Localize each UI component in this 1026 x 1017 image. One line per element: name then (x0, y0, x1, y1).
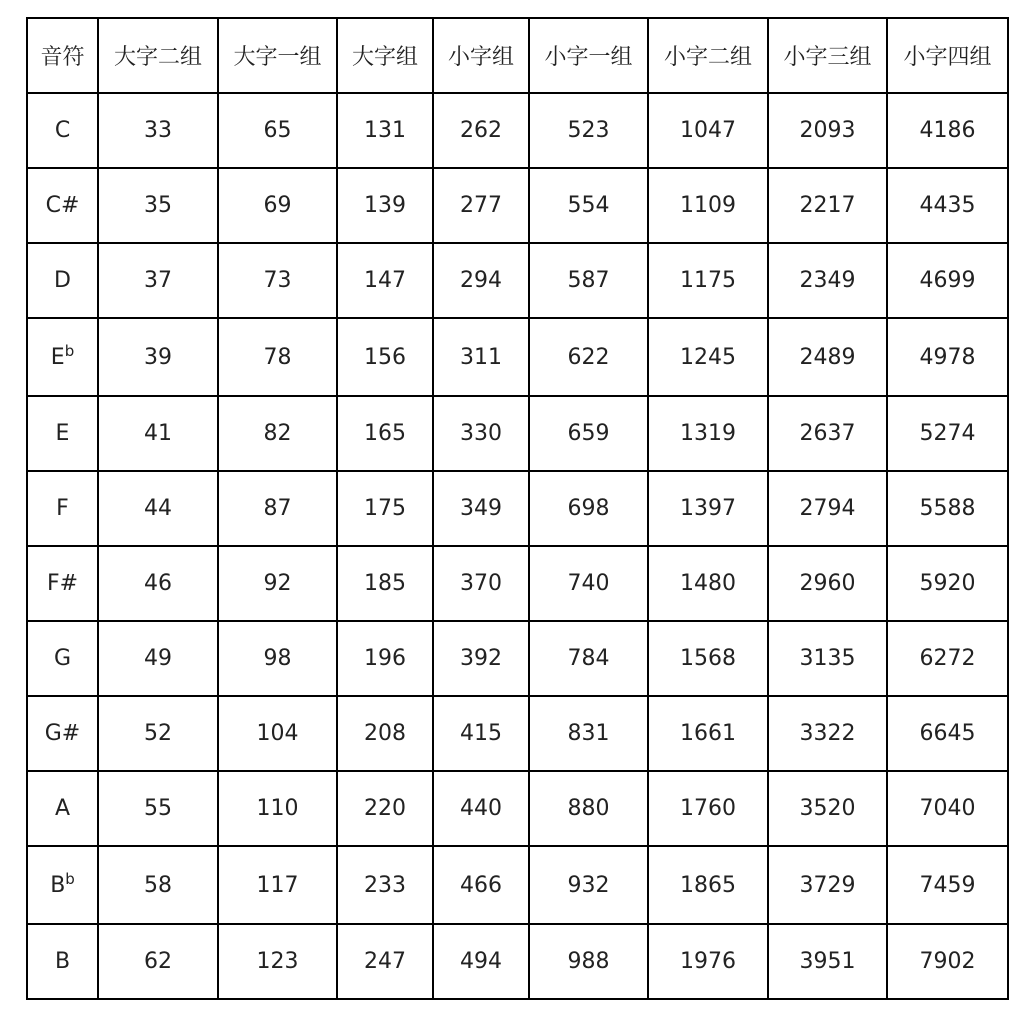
note-name: C# (45, 193, 80, 218)
table-row (27, 93, 1008, 168)
frequency-cell: 37 (98, 243, 218, 318)
frequency-cell: 1976 (648, 924, 768, 999)
frequency-cell: 2217 (768, 168, 887, 243)
frequency-cell: 880 (529, 771, 648, 846)
frequency-cell: 698 (529, 471, 648, 546)
header-cell: 小字二组 (648, 18, 768, 93)
frequency-cell: 33 (98, 93, 218, 168)
frequency-cell: 131 (337, 93, 433, 168)
note-cell (27, 396, 98, 471)
frequency-cell: 7459 (887, 846, 1008, 924)
frequency-cell: 4186 (887, 93, 1008, 168)
frequency-cell: 78 (218, 318, 337, 396)
frequency-cell: 1175 (648, 243, 768, 318)
header-cell: 大字一组 (218, 18, 337, 93)
note-name: B (50, 872, 66, 898)
frequency-cell: 349 (433, 471, 529, 546)
frequency-cell: 82 (218, 396, 337, 471)
table-row (27, 846, 1008, 924)
flat-accidental: b (64, 341, 75, 360)
frequency-cell: 294 (433, 243, 529, 318)
note-name: F# (46, 571, 79, 596)
header-cell: 小字一组 (529, 18, 648, 93)
flat-accidental: b (65, 869, 75, 888)
frequency-cell: 988 (529, 924, 648, 999)
frequency-cell: 415 (433, 696, 529, 771)
frequency-cell: 117 (218, 846, 337, 924)
frequency-cell: 98 (218, 621, 337, 696)
note-cell (27, 243, 98, 318)
frequency-cell: 262 (433, 93, 529, 168)
note-cell (27, 771, 98, 846)
frequency-cell: 220 (337, 771, 433, 846)
frequency-cell: 123 (218, 924, 337, 999)
frequency-cell: 208 (337, 696, 433, 771)
frequency-cell: 1047 (648, 93, 768, 168)
frequency-cell: 92 (218, 546, 337, 621)
table-row (27, 621, 1008, 696)
frequency-cell: 1245 (648, 318, 768, 396)
frequency-cell: 466 (433, 846, 529, 924)
frequency-cell: 392 (433, 621, 529, 696)
table-row (27, 471, 1008, 546)
header-row (27, 18, 1008, 93)
note-name: D (54, 268, 71, 293)
note-cell (27, 546, 98, 621)
frequency-cell: 1661 (648, 696, 768, 771)
frequency-cell: 5274 (887, 396, 1008, 471)
header-cell: 小字三组 (768, 18, 887, 93)
frequency-cell: 110 (218, 771, 337, 846)
frequency-cell: 147 (337, 243, 433, 318)
frequency-cell: 3520 (768, 771, 887, 846)
frequency-cell: 1865 (648, 846, 768, 924)
table-row (27, 243, 1008, 318)
frequency-cell: 139 (337, 168, 433, 243)
table-row (27, 168, 1008, 243)
note-cell (27, 696, 98, 771)
frequency-cell: 49 (98, 621, 218, 696)
frequency-cell: 73 (218, 243, 337, 318)
note-name: E (50, 344, 65, 370)
frequency-cell: 5588 (887, 471, 1008, 546)
table-row (27, 396, 1008, 471)
frequency-cell: 1568 (648, 621, 768, 696)
table-row (27, 546, 1008, 621)
frequency-cell: 2960 (768, 546, 887, 621)
frequency-cell: 1319 (648, 396, 768, 471)
note-frequency-table (26, 17, 1009, 1000)
table-row (27, 771, 1008, 846)
frequency-cell: 370 (433, 546, 529, 621)
frequency-cell: 330 (433, 396, 529, 471)
frequency-cell: 523 (529, 93, 648, 168)
frequency-cell: 6272 (887, 621, 1008, 696)
frequency-cell: 311 (433, 318, 529, 396)
frequency-cell: 185 (337, 546, 433, 621)
note-cell (27, 924, 98, 999)
header-cell: 音符 (27, 18, 98, 93)
frequency-cell: 156 (337, 318, 433, 396)
header-cell: 大字二组 (98, 18, 218, 93)
note-cell (27, 93, 98, 168)
frequency-cell: 46 (98, 546, 218, 621)
frequency-cell: 1480 (648, 546, 768, 621)
note-cell (27, 168, 98, 243)
frequency-cell: 3729 (768, 846, 887, 924)
frequency-cell: 554 (529, 168, 648, 243)
frequency-cell: 5920 (887, 546, 1008, 621)
frequency-cell: 2489 (768, 318, 887, 396)
note-cell (27, 318, 98, 396)
note-name: G (53, 646, 72, 671)
frequency-cell: 65 (218, 93, 337, 168)
note-name: C (54, 118, 71, 143)
frequency-cell: 4699 (887, 243, 1008, 318)
note-cell (27, 471, 98, 546)
header-cell: 大字组 (337, 18, 433, 93)
frequency-cell: 3322 (768, 696, 887, 771)
frequency-cell: 233 (337, 846, 433, 924)
frequency-cell: 104 (218, 696, 337, 771)
frequency-cell: 87 (218, 471, 337, 546)
frequency-cell: 1397 (648, 471, 768, 546)
frequency-cell: 6645 (887, 696, 1008, 771)
frequency-cell: 587 (529, 243, 648, 318)
frequency-cell: 4978 (887, 318, 1008, 396)
frequency-cell: 740 (529, 546, 648, 621)
note-cell (27, 846, 98, 924)
frequency-cell: 52 (98, 696, 218, 771)
frequency-cell: 39 (98, 318, 218, 396)
frequency-cell: 1760 (648, 771, 768, 846)
frequency-cell: 277 (433, 168, 529, 243)
frequency-cell: 659 (529, 396, 648, 471)
table-row (27, 696, 1008, 771)
frequency-cell: 69 (218, 168, 337, 243)
frequency-cell: 55 (98, 771, 218, 846)
frequency-cell: 622 (529, 318, 648, 396)
frequency-cell: 2794 (768, 471, 887, 546)
note-name: G# (44, 721, 81, 746)
note-cell (27, 621, 98, 696)
frequency-cell: 3135 (768, 621, 887, 696)
frequency-cell: 175 (337, 471, 433, 546)
frequency-cell: 2093 (768, 93, 887, 168)
frequency-cell: 35 (98, 168, 218, 243)
note-name: A (54, 796, 71, 821)
frequency-cell: 41 (98, 396, 218, 471)
frequency-cell: 440 (433, 771, 529, 846)
header-cell: 小字组 (433, 18, 529, 93)
frequency-cell: 165 (337, 396, 433, 471)
frequency-cell: 1109 (648, 168, 768, 243)
frequency-cell: 831 (529, 696, 648, 771)
note-name: E (55, 421, 70, 446)
frequency-cell: 247 (337, 924, 433, 999)
frequency-cell: 2637 (768, 396, 887, 471)
table-body (27, 93, 1008, 999)
header-cell: 小字四组 (887, 18, 1008, 93)
frequency-cell: 7902 (887, 924, 1008, 999)
frequency-cell: 58 (98, 846, 218, 924)
frequency-cell: 932 (529, 846, 648, 924)
frequency-cell: 2349 (768, 243, 887, 318)
frequency-cell: 4435 (887, 168, 1008, 243)
frequency-cell: 7040 (887, 771, 1008, 846)
frequency-cell: 44 (98, 471, 218, 546)
note-name: B (54, 949, 71, 974)
frequency-cell: 784 (529, 621, 648, 696)
note-name: F (56, 496, 69, 521)
table-row (27, 318, 1008, 396)
frequency-cell: 494 (433, 924, 529, 999)
frequency-cell: 62 (98, 924, 218, 999)
frequency-cell: 3951 (768, 924, 887, 999)
table-row (27, 924, 1008, 999)
frequency-cell: 196 (337, 621, 433, 696)
